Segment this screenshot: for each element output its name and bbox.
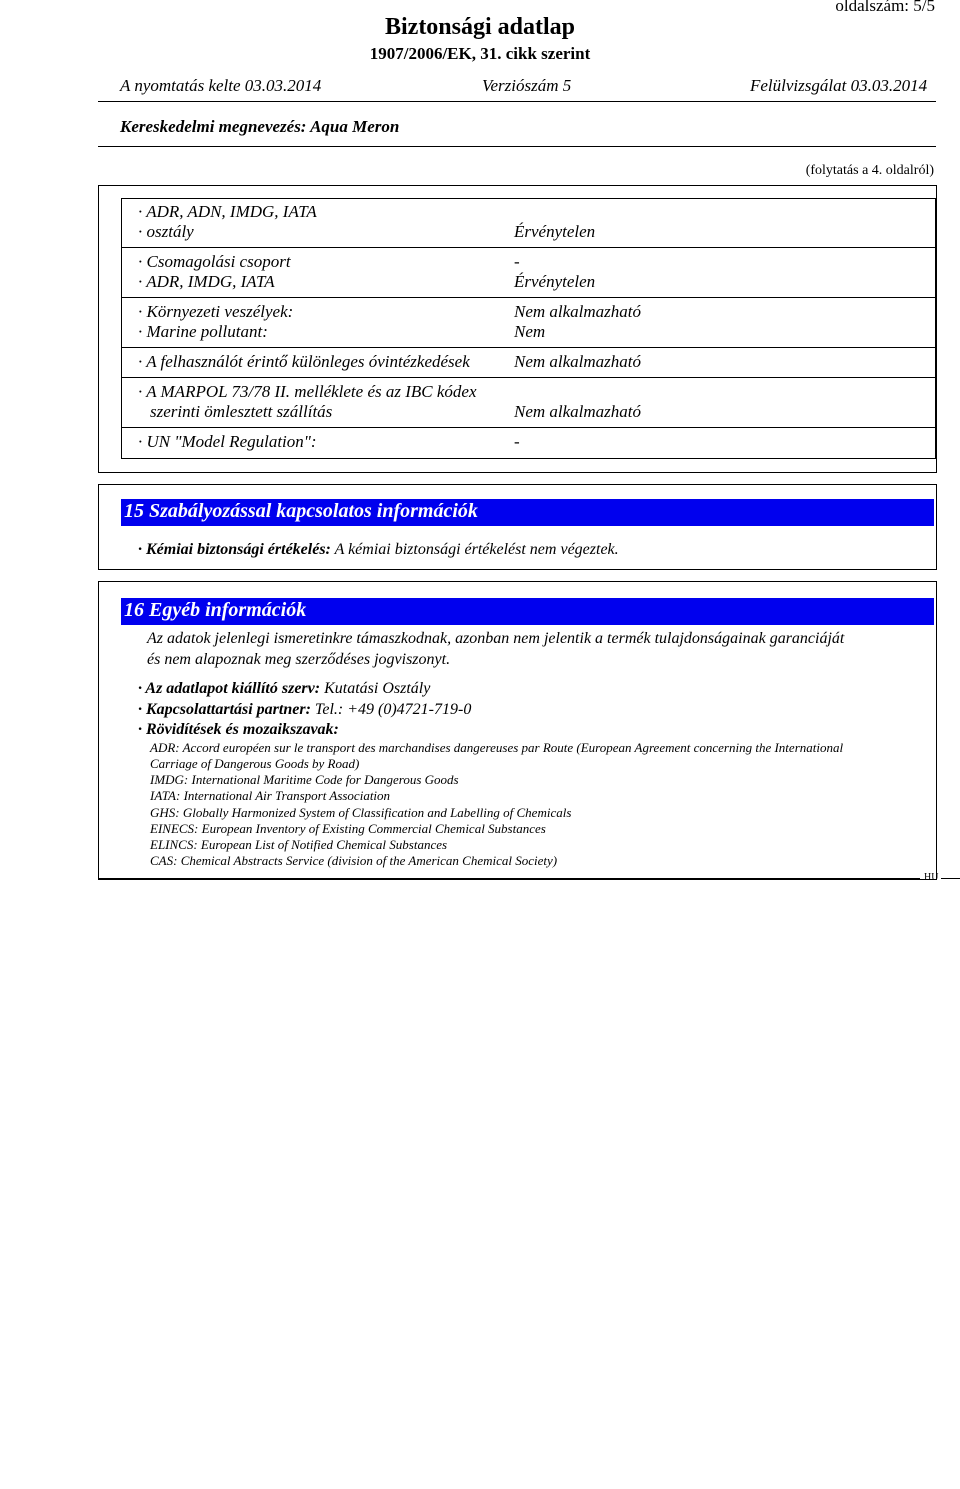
trade-name: Kereskedelmi megnevezés: Aqua Meron	[120, 117, 400, 136]
table-label: · A felhasználót érintő különleges óvintézkedések	[138, 352, 470, 371]
contact-value: Tel.: +49 (0)4721-719-0	[310, 701, 472, 718]
table-label: · Marine pollutant:	[138, 322, 268, 341]
chemical-safety-value: A kémiai biztonsági értékelést nem végeztek.	[330, 541, 619, 558]
table-label: · ADR, IMDG, IATA	[138, 272, 275, 291]
chemical-safety-line	[138, 541, 619, 559]
table-label: szerinti ömlesztett szállítás	[150, 402, 333, 421]
table-label: · osztály	[138, 222, 194, 241]
abbreviation-item: EINECS: European Inventory of Existing Commercial Chemical Substances	[150, 821, 546, 836]
row-divider	[122, 427, 935, 428]
footer-divider-end	[941, 878, 960, 879]
abbreviation-item: IATA: International Air Transport Association	[150, 788, 391, 803]
revision-date: Felülvizsgálat 03.03.2014	[750, 76, 928, 95]
document-subtitle: 1907/2006/EK, 31. cikk szerint	[369, 44, 591, 63]
header-divider	[98, 101, 936, 102]
disclaimer-line-1: Az adatok jelenlegi ismeretinkre támaszkodnak, azonban nem jelentik a termék tulajdonságainak garanciáját	[147, 630, 845, 647]
issuer-value: Kutatási Osztály	[320, 680, 431, 697]
document-title: Biztonsági adatlap	[384, 14, 576, 40]
contact-line	[138, 701, 471, 719]
row-divider	[122, 377, 935, 378]
abbreviation-item: GHS: Globally Harmonized System of Classification and Labelling of Chemicals	[150, 805, 572, 820]
abbreviation-item: ADR: Accord européen sur le transport des marchandises dangereuses par Route (European Agreement concerning the International	[150, 740, 844, 755]
version-number: Verziószám 5	[482, 76, 572, 95]
table-value: Érvénytelen	[514, 272, 596, 291]
section16-header	[121, 598, 934, 625]
abbreviation-item: ELINCS: European List of Notified Chemical Substances	[150, 837, 448, 852]
issuer-label: · Az adatlapot kiállító szerv:	[138, 680, 321, 697]
section15-header	[121, 499, 934, 526]
table-value: Nem alkalmazható	[514, 302, 642, 321]
table-label: · Csomagolási csoport	[138, 252, 291, 271]
table-value: Érvénytelen	[514, 222, 596, 241]
language-code: HU	[924, 872, 939, 883]
table-value: Nem	[514, 322, 546, 341]
page-number: oldalszám: 5/5	[835, 0, 935, 15]
section16-title: 16 Egyéb információk	[124, 599, 307, 621]
row-divider	[122, 247, 935, 248]
table-label: · UN "Model Regulation":	[138, 432, 317, 451]
section15-title: 15 Szabályozással kapcsolatos információk	[124, 500, 478, 522]
print-date: A nyomtatás kelte 03.03.2014	[120, 76, 322, 95]
table-value: Nem alkalmazható	[514, 352, 642, 371]
tradename-divider	[98, 146, 936, 147]
abbreviations-label: · Rövidítések és mozaikszavak:	[138, 721, 339, 738]
contact-label: · Kapcsolattartási partner:	[138, 701, 311, 718]
disclaimer-line-2: és nem alapoznak meg szerződéses jogviszonyt.	[147, 651, 451, 668]
issuer-line	[138, 680, 430, 698]
abbreviation-item: CAS: Chemical Abstracts Service (division of the American Chemical Society)	[150, 853, 558, 868]
continued-note: (folytatás a 4. oldalról)	[805, 163, 934, 178]
row-divider	[122, 297, 935, 298]
chemical-safety-label: · Kémiai biztonsági értékelés:	[138, 541, 331, 558]
abbreviation-item: IMDG: International Maritime Code for Dangerous Goods	[150, 772, 459, 787]
abbreviation-item: Carriage of Dangerous Goods by Road)	[150, 756, 360, 771]
table-value: Nem alkalmazható	[514, 402, 642, 421]
row-divider	[122, 347, 935, 348]
table-label: · Környezeti veszélyek:	[138, 302, 294, 321]
footer-divider	[98, 878, 920, 879]
table-label: · ADR, ADN, IMDG, IATA	[138, 202, 317, 221]
table-value: -	[514, 252, 520, 271]
table-value: -	[514, 432, 520, 451]
table-label: · A MARPOL 73/78 II. melléklete és az IBC kódex	[138, 382, 477, 401]
